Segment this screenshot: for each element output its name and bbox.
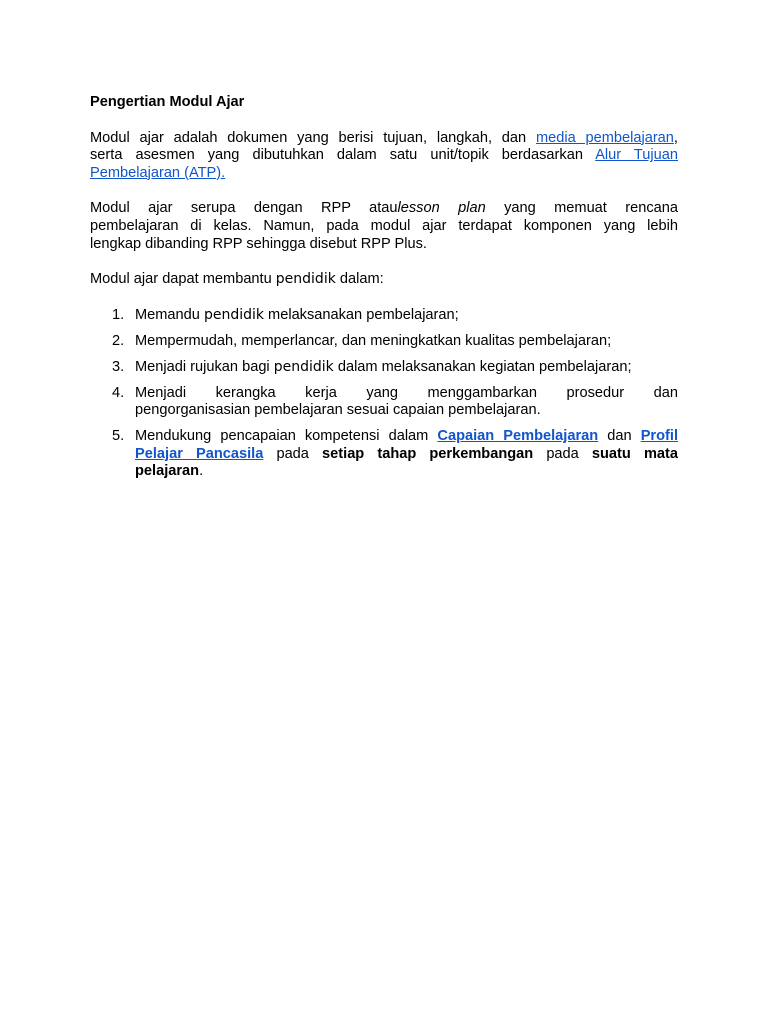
paragraph-text: serta asesmen yang dibutuhkan dalam satu unit/topik berdasarkan: [90, 147, 583, 164]
profil-pelajar-pancasila-link-continued[interactable]: Pelajar Pancasila: [135, 445, 264, 462]
media-pembelajaran-link[interactable]: media pembelajaran: [535, 129, 674, 146]
list-number: 5.: [112, 428, 125, 445]
term-pendidik: pendidik: [203, 306, 264, 323]
paragraph-definition: Modul ajar adalah dokumen yang berisi tujuan, langkah, dan media pembelajaran, serta asesmen yang dibutuhkan dalam satu unit/topik berdasarkan Alur Tujuan Pembelajaran (ATP).: [90, 129, 679, 181]
list-item: [90, 333, 678, 351]
document-content: [90, 94, 678, 489]
document-title: Pengertian Modul Ajar: [90, 94, 245, 110]
paragraph-text: Modul ajar serupa dengan RPP atau: [90, 200, 398, 217]
list-item-text: Menjadi kerangka kerja yang menggambarkan prosedur dan: [135, 384, 678, 401]
list-number: 1.: [112, 306, 125, 323]
paragraph-text: pembelajaran di kelas. Namun, pada modul ajar terdapat komponen yang lebih: [90, 217, 678, 234]
list-item-text: Mempermudah, memperlancar, dan meningkatkan kualitas pembelajaran;: [135, 332, 612, 349]
alur-tujuan-link[interactable]: Alur Tujuan: [595, 147, 679, 164]
list-number: 4.: [112, 384, 125, 401]
alur-tujuan-link-continued[interactable]: Pembelajaran (ATP).: [90, 164, 226, 181]
list-item-text: pengorganisasian pembelajaran sesuai capaian pembelajaran.: [135, 402, 541, 419]
paragraph-intro-list: Modul ajar dapat membantu pendidik dalam:: [90, 271, 384, 288]
paragraph-rpp: Modul ajar serupa dengan RPP ataulesson plan yang memuat rencana pembelajaran di kelas. Namun, pada modul ajar terdapat komponen yang lebih lengkap dibanding RPP sehingga disebut RPP Plus.: [90, 200, 678, 252]
numbered-list: [90, 307, 678, 481]
paragraph-text: lengkap dibanding RPP sehingga disebut RPP Plus.: [90, 235, 427, 252]
bold-phrase: setiap tahap perkembangan: [322, 445, 534, 462]
list-item: 3. Menjadi rujukan bagi pendidik dalam melaksanakan kegiatan pembelajaran;: [112, 358, 632, 375]
term-pendidik: pendidik: [273, 358, 334, 375]
list-item: 5. Mendukung pencapaian kompetensi dalam Capaian Pembelajaran dan Profil Pelajar Pancasila pada setiap tahap perkembangan pada suatu mata pelajaran.: [112, 428, 679, 480]
bold-phrase: suatu mata: [591, 445, 679, 462]
profil-pelajar-pancasila-link[interactable]: Profil: [640, 428, 678, 445]
paragraph-text: Modul ajar adalah dokumen yang berisi tujuan, langkah, dan: [90, 129, 527, 146]
bold-phrase: pelajaran: [135, 463, 200, 480]
list-number: 2.: [112, 332, 125, 349]
capaian-pembelajaran-link[interactable]: Capaian Pembelajaran: [437, 428, 599, 445]
term-pendidik: pendidik: [275, 271, 336, 288]
list-item: [90, 385, 678, 420]
list-item: 1. Memandu pendidik melaksanakan pembelajaran;: [112, 306, 459, 323]
italic-term: lesson plan: [397, 200, 486, 217]
list-number: 3.: [112, 358, 125, 375]
